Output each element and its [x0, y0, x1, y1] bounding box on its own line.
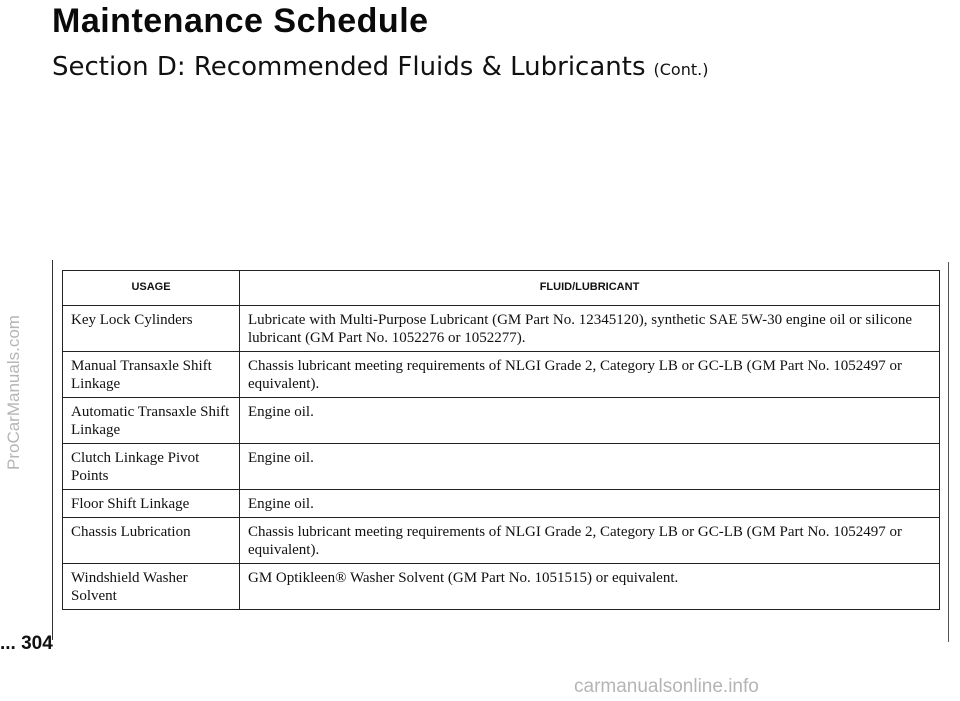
table-row — [63, 398, 940, 444]
section-title-text: Section D: Recommended Fluids & Lubricants — [52, 52, 646, 82]
side-watermark: ProCarManuals.com — [4, 315, 23, 470]
usage-cell: Clutch Linkage Pivot Points — [63, 444, 240, 490]
usage-cell: Windshield Washer Solvent — [63, 564, 240, 610]
fluid-cell: Engine oil. — [240, 444, 940, 490]
header-fluid-lubricant: FLUID/LUBRICANT — [240, 271, 940, 306]
usage-cell: Automatic Transaxle Shift Linkage — [63, 398, 240, 444]
table-row — [63, 564, 940, 610]
usage-cell: Floor Shift Linkage — [63, 490, 240, 518]
frame-right-rule — [948, 262, 949, 642]
fluid-cell: GM Optikleen® Washer Solvent (GM Part No. 1051515) or equivalent. — [240, 564, 940, 610]
usage-cell: Key Lock Cylinders — [63, 306, 240, 352]
page-title: Maintenance Schedule — [52, 2, 429, 40]
table-row — [63, 352, 940, 398]
fluid-cell: Engine oil. — [240, 490, 940, 518]
frame-left-rule — [52, 260, 53, 640]
table-row — [63, 306, 940, 352]
fluids-table — [62, 270, 940, 610]
fluid-cell: Chassis lubricant meeting requirements of NLGI Grade 2, Category LB or GC-LB (GM Part No. 1052497 or equivalent). — [240, 352, 940, 398]
section-cont-label: (Cont.) — [653, 60, 709, 79]
table-header-row — [63, 271, 940, 306]
header-usage: USAGE — [63, 271, 240, 306]
fluid-cell: Engine oil. — [240, 398, 940, 444]
page-number: ... 304 — [0, 633, 53, 654]
table-row — [63, 518, 940, 564]
usage-cell: Chassis Lubrication — [63, 518, 240, 564]
table-row — [63, 444, 940, 490]
table-row — [63, 490, 940, 518]
fluid-cell: Chassis lubricant meeting requirements of NLGI Grade 2, Category LB or GC-LB (GM Part No. 1052497 or equivalent). — [240, 518, 940, 564]
fluid-cell: Lubricate with Multi-Purpose Lubricant (GM Part No. 12345120), synthetic SAE 5W-30 engine oil or silicone lubricant (GM Part No. 1052276 or 1052277). — [240, 306, 940, 352]
section-title — [52, 52, 708, 82]
footer-watermark: carmanualsonline.info — [574, 676, 759, 697]
usage-cell: Manual Transaxle Shift Linkage — [63, 352, 240, 398]
